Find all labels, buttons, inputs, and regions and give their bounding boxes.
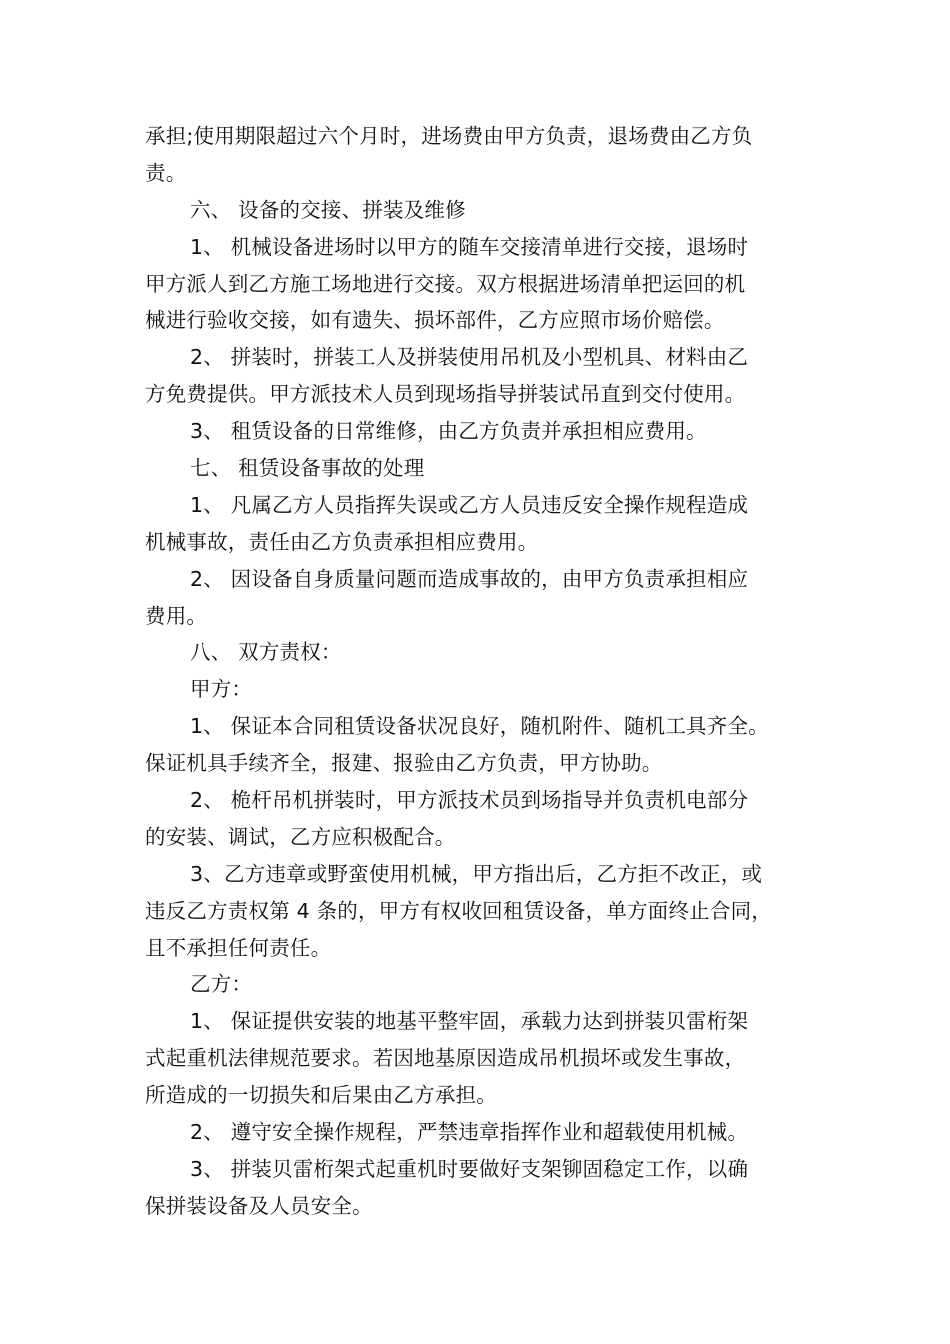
- text-line: 的安装、调试，乙方应积极配合。: [145, 824, 456, 849]
- text-line: 且不承担任何责任。: [145, 935, 332, 960]
- party-heading: 乙方：: [190, 972, 253, 997]
- text-line: 机械事故，责任由乙方负责承担相应费用。: [145, 529, 539, 554]
- document-body: [145, 118, 825, 1225]
- text-line: 2、 遵守安全操作规程，严禁违章指挥作业和超载使用机械。: [190, 1120, 749, 1145]
- text-line: 方免费提供。甲方派技术人员到现场指导拼装试吊直到交付使用。: [145, 382, 746, 407]
- section-heading: 六、 设备的交接、拼装及维修: [190, 197, 466, 222]
- text-line: 1、 机械设备进场时以甲方的随车交接清单进行交接，退场时: [190, 234, 749, 259]
- text-line: 式起重机法律规范要求。若因地基原因造成吊机损坏或发生事故，: [145, 1046, 746, 1071]
- text-line: 保证机具手续齐全，报建、报验由乙方负责，甲方协助。: [145, 751, 663, 776]
- text-line: 保拼装设备及人员安全。: [145, 1193, 373, 1218]
- text-line: 甲方派人到乙方施工场地进行交接。双方根据进场清单把运回的机: [145, 271, 746, 296]
- text-line: 1、 保证本合同租赁设备状况良好，随机附件、随机工具齐全。: [190, 714, 769, 739]
- text-line: 3、 拼装贝雷桁架式起重机时要做好支架铆固稳定工作，以确: [190, 1156, 749, 1181]
- text-line: 违反乙方责权第 4 条的，甲方有权收回租赁设备，单方面终止合同，: [145, 898, 772, 923]
- text-line: 2、 因设备自身质量问题而造成事故的，由甲方负责承担相应: [190, 566, 749, 591]
- text-line: 责。: [145, 160, 187, 185]
- text-line: 3、乙方违章或野蛮使用机械，甲方指出后，乙方拒不改正，或: [190, 861, 763, 886]
- text-line: 械进行验收交接，如有遗失、损坏部件，乙方应照市场价赔偿。: [145, 308, 725, 333]
- text-line: 2、 拼装时，拼装工人及拼装使用吊机及小型机具、材料由乙: [190, 345, 749, 370]
- text-line: 承担;使用期限超过六个月时，进场费由甲方负责，退场费由乙方负: [145, 124, 753, 148]
- section-heading: 八、 双方责权：: [190, 640, 342, 665]
- text-line: 3、 租赁设备的日常维修，由乙方负责并承担相应费用。: [190, 419, 707, 444]
- text-line: 1、 保证提供安装的地基平整牢固，承载力达到拼装贝雷桁架: [190, 1009, 749, 1034]
- section-heading: 七、 租赁设备事故的处理: [190, 456, 425, 481]
- text-line: 1、 凡属乙方人员指挥失误或乙方人员违反安全操作规程造成: [190, 492, 749, 517]
- text-line: 费用。: [145, 603, 208, 628]
- text-line: 2、 桅杆吊机拼装时，甲方派技术员到场指导并负责机电部分: [190, 788, 749, 813]
- party-heading: 甲方：: [190, 677, 253, 702]
- text-line: 所造成的一切损失和后果由乙方承担。: [145, 1083, 497, 1108]
